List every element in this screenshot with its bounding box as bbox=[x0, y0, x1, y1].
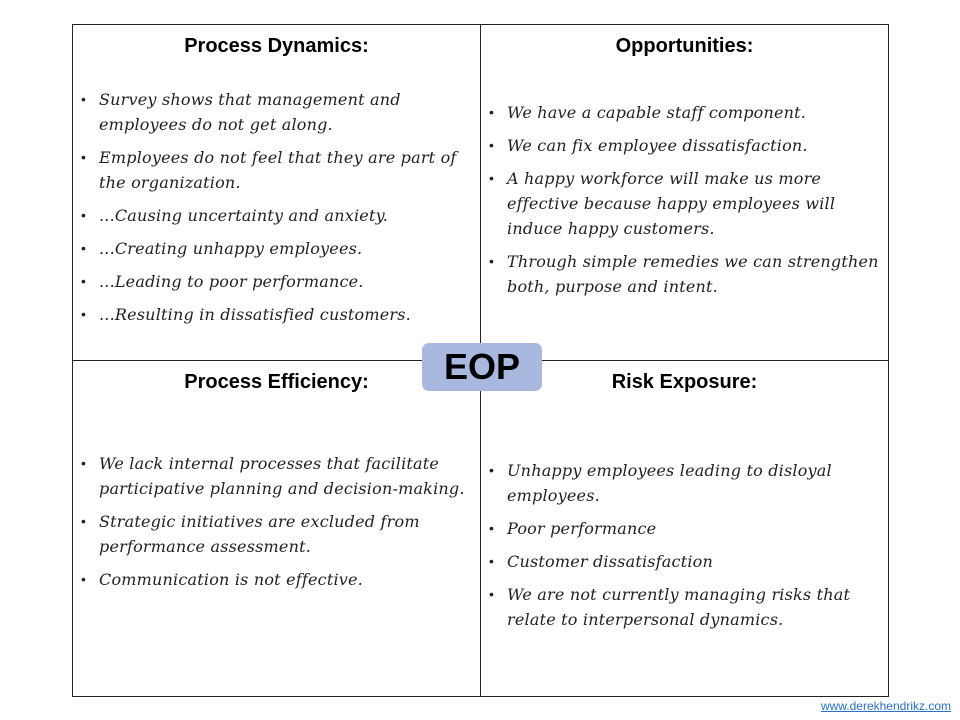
list-item: • We can fix employee dissatisfaction. bbox=[481, 133, 880, 158]
quadrant-risk-exposure bbox=[480, 360, 889, 697]
quadrant-title: Process Dynamics: bbox=[184, 35, 369, 57]
list-item: • Through simple remedies we can strengthen both, purpose and intent. bbox=[481, 249, 880, 299]
list-item: • Communication is not effective. bbox=[73, 567, 472, 592]
list-item: • Poor performance bbox=[481, 516, 880, 541]
quadrant-title: Risk Exposure: bbox=[611, 371, 758, 393]
list-item: • We lack internal processes that facilitate participative planning and decision-making. bbox=[73, 451, 472, 501]
quadrant-process-efficiency bbox=[72, 360, 481, 697]
quadrant-title: Process Efficiency: bbox=[184, 371, 369, 393]
list-item: • Strategic initiatives are excluded from performance assessment. bbox=[73, 509, 472, 559]
list-item: • Employees do not feel that they are part of the organization. bbox=[73, 145, 472, 195]
list-item: • Unhappy employees leading to disloyal employees. bbox=[481, 458, 880, 508]
list-item: • Customer dissatisfaction bbox=[481, 549, 880, 574]
center-label: EOP bbox=[422, 343, 542, 391]
bullet-list bbox=[481, 458, 880, 640]
footer-link[interactable]: www.derekhendrikz.com bbox=[820, 699, 951, 713]
list-item: • ...Leading to poor performance. bbox=[73, 269, 472, 294]
list-item: • Survey shows that management and employees do not get along. bbox=[73, 87, 472, 137]
list-item: • We are not currently managing risks that relate to interpersonal dynamics. bbox=[481, 582, 880, 632]
list-item: • We have a capable staff component. bbox=[481, 100, 880, 125]
list-item: • A happy workforce will make us more effective because happy employees will induce happy customers. bbox=[481, 166, 880, 241]
bullet-list bbox=[481, 100, 880, 307]
bullet-list bbox=[73, 87, 472, 335]
list-item: • ...Resulting in dissatisfied customers. bbox=[73, 302, 472, 327]
list-item: • ...Creating unhappy employees. bbox=[73, 236, 472, 261]
bullet-list bbox=[73, 451, 472, 600]
list-item: • ...Causing uncertainty and anxiety. bbox=[73, 203, 472, 228]
quadrant-opportunities bbox=[480, 24, 889, 361]
quadrant-process-dynamics bbox=[72, 24, 481, 361]
quadrant-title: Opportunities: bbox=[615, 35, 754, 57]
